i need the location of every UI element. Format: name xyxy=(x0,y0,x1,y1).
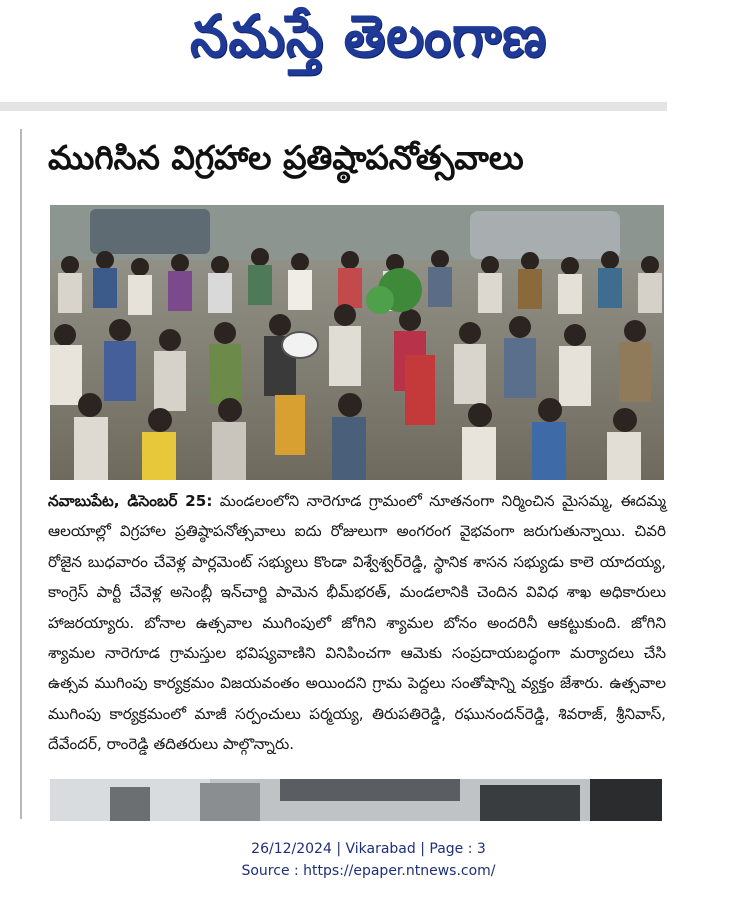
article-border xyxy=(20,129,22,819)
edition-info: 26/12/2024 | Vikarabad | Page : 3 xyxy=(251,841,486,857)
article-body-text: మండలంలోని నారెగూడ గ్రామంలో నూతనంగా నిర్మించిన మైసమ్మ, ఈదమ్మ ఆలయాల్లో విగ్రహాల ప్రతిష్ఠాపనోత్సవాలు ఐదు రోజులుగా అంగరంగ వైభవంగా జరుగుతున్నాయి. చివరి రోజైన బుధవారం చేవెళ్ల పార్లమెంట్ సభ్యులు కొండా విశ్వేశ్వర్‌రెడ్డి, స్థానిక శాసన సభ్యుడు కాలె యాదయ్య, కాంగ్రెస్ పార్టీ చేవెళ్ల అసెంబ్లీ ఇన్‌చార్జి పామెన భీమ్‌భరత్, మండలానికి చెందిన వివిధ శాఖ అధికారులు హాజరయ్యారు. బోనాల ఉత్సవాల ముగింపులో జోగిని శ్యామల బోనం అందరినీ ఆకట్టుకుంది. జోగిని శ్యామల నారెగూడ గ్రామస్తుల భవిష్యవాణిని వినిపించగా ఆమెకు సంప్రదాయబద్ధంగా మర్యాదలు చేసి ఉత్సవ ముగింపు కార్యక్రమం విజయవంతం అయిందని గ్రామ పెద్దలు సంతోషాన్ని వ్యక్తం జేశారు. ఉత్సవాల ముగింపు కార్యక్రమంలో మాజీ సర్పంచులు పర్మయ్య, తిరుపతిరెడ్డి, రఘునందన్‌రెడ్డి, శివరాజ్, శ్రీనివాస్, దేవేందర్, రాంరెడ్డి తదితరులు పాల్గొన్నారు. xyxy=(48,492,666,754)
article-dateline: నవాబుపేట, డిసెంబర్ 25: xyxy=(48,492,213,510)
masthead xyxy=(0,0,737,100)
article-photo xyxy=(50,205,664,480)
header-divider xyxy=(0,102,667,111)
source-link[interactable]: Source : https://epaper.ntnews.com/ xyxy=(241,863,496,879)
article-headline: ముగిసిన విగ్రహాల ప్రతిష్ఠాపనోత్సవాలు xyxy=(48,138,524,177)
article-body xyxy=(48,486,666,760)
next-article-photo xyxy=(50,779,662,821)
newspaper-logo: నమస్తే తెలంగాణ xyxy=(190,2,547,70)
next-photo-strip xyxy=(50,779,662,821)
festival-crowd-photo xyxy=(50,205,664,480)
